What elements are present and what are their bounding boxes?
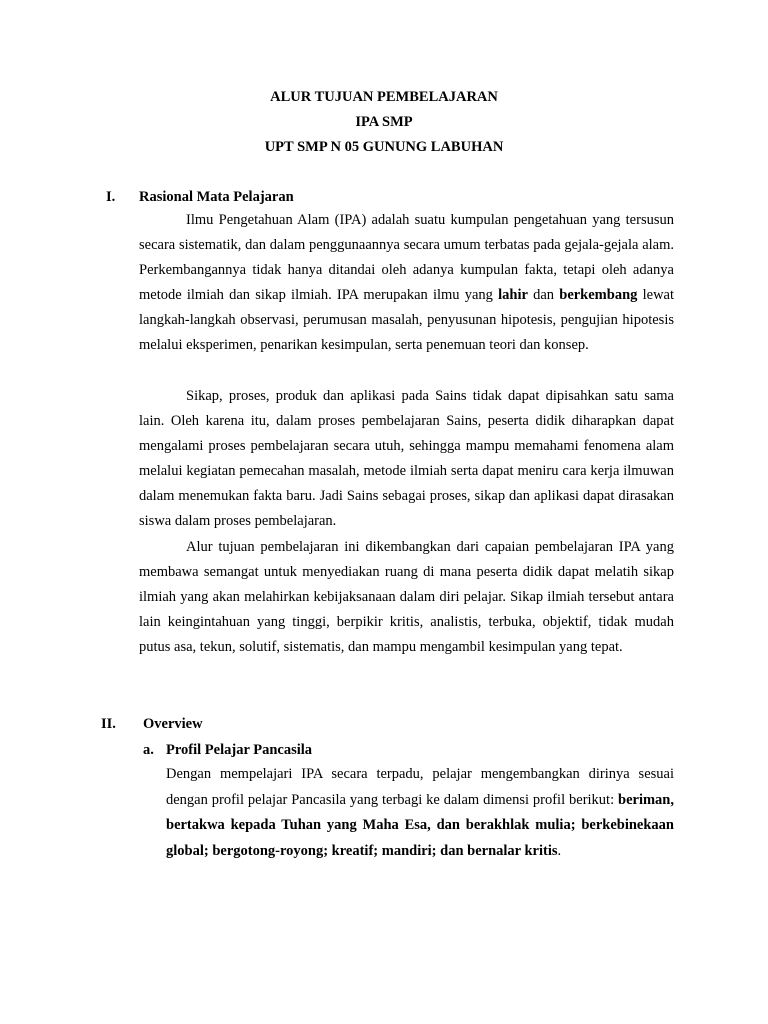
section-1-paragraph-2: Sikap, proses, produk dan aplikasi pada Sains tidak dapat dipisahkan satu sama lain. Oleh karena itu, dalam proses pembelajaran Sains, peserta didik diharapkan dapat mengalami proses pembelajaran secara utuh, sehingga mampu memahami fenomena alam melalui kegiatan pemecahan masalah, metode ilmiah serta dapat meniru cara kerja ilmuwan dalam menemukan fakta baru. Jadi Sains sebagai proses, sikap dan aplikasi dapat dirasakan siswa dalam proses pembelajaran. [139,388,674,530]
document-school: UPT SMP N 05 GUNUNG LABUHAN [264,139,504,155]
section-1-paragraph-3: Alur tujuan pembelajaran ini dikembangkan dari capaian pembelajaran IPA yang membawa semangat untuk menyediakan ruang di mana peserta didik dapat melatih sikap ilmiah yang akan melahirkan kebijaksanaan dalam diri pelajar. Sikap ilmiah tersebut antara lain keingintahuan yang tinggi, berpikir kritis, analistis, terbuka, objektif, tidak mudah putus asa, tekun, solutif, sistematis, dan mampu mengambil kesimpulan yang tepat. [139,539,674,656]
document-subject: IPA SMP [355,114,413,130]
section-2-number: II. [101,716,116,732]
section-2-title: Overview [143,716,203,732]
bold-word-lahir: lahir [498,287,528,304]
profile-dimensions: beriman, bertakwa kepada Tuhan yang Maha Esa, dan berakhlak mulia; berkebinekaan global; bergotong-royong; kreatif; mandiri; dan bernalar kritis [166,791,674,860]
bold-word-berkembang: berkembang [559,287,638,304]
subsection-a-title: Profil Pelajar Pancasila [166,742,313,758]
section-1-number: I. [106,189,116,205]
subsection-a-label: a. [143,742,154,758]
section-1-paragraph-1: Ilmu Pengetahuan Alam (IPA) adalah suatu kumpulan pengetahuan yang tersusun secara sistematik, dan dalam penggunaannya secara umum terbatas pada gejala-gejala alam. Perkembangannya tidak hanya ditandai oleh adanya kumpulan fakta, tetapi oleh adanya metode ilmiah dan sikap ilmiah. IPA merupakan ilmu yang lahir dan berkembang lewat langkah-langkah observasi, perumusan masalah, penyusunan hipotesis, pengujian hipotesis melalui eksperimen, penarikan kesimpulan, serta penemuan teori dan konsep. [139,212,674,354]
section-1-title: Rasional Mata Pelajaran [139,189,294,205]
document-title: ALUR TUJUAN PEMBELAJARAN [270,89,498,105]
subsection-a-paragraph: Dengan mempelajari IPA secara terpadu, pelajar mengembangkan dirinya sesuai dengan profil pelajar Pancasila yang terbagi ke dalam dimensi profil berikut: beriman, bertakwa kepada Tuhan yang Maha Esa, dan berakhlak mulia; berkebinekaan global; bergotong-royong; kreatif; mandiri; dan bernalar kritis. [166,766,674,860]
